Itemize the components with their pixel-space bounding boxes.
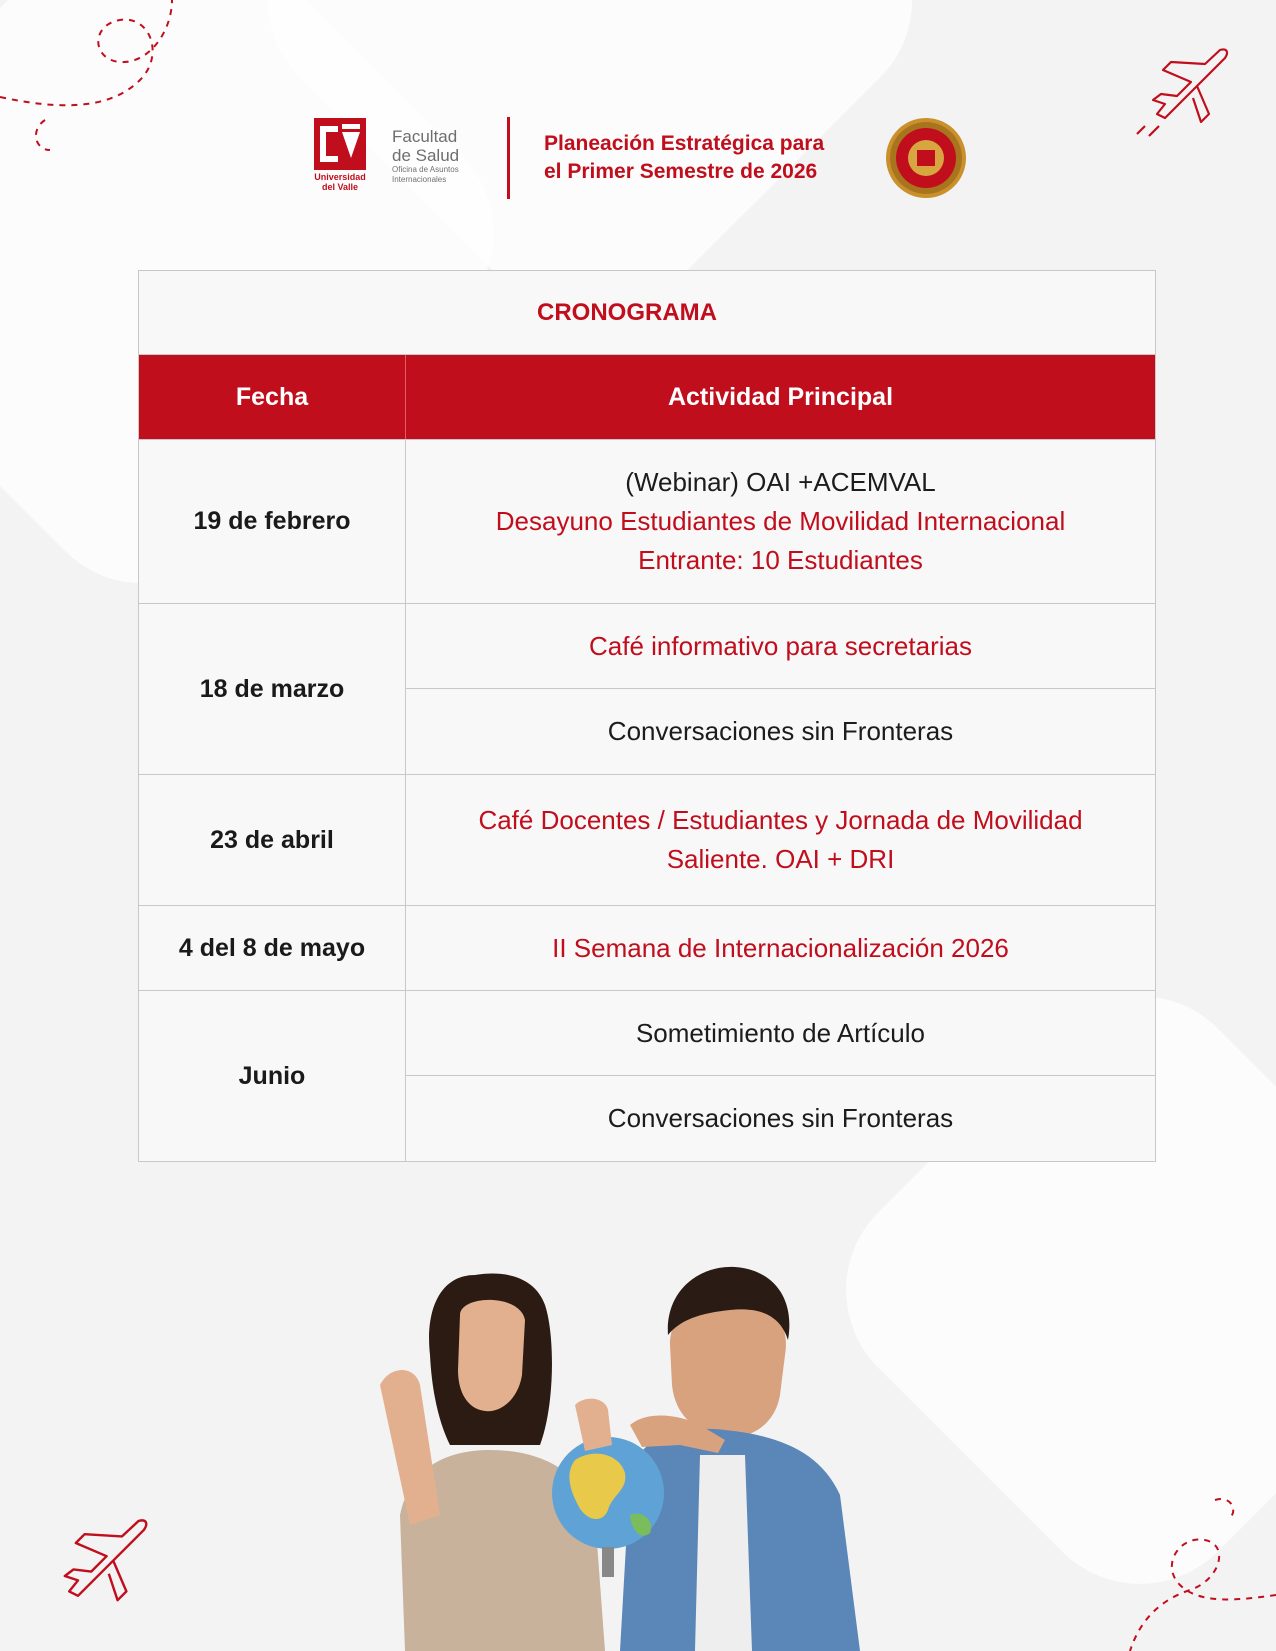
table-row (139, 774, 1155, 905)
page-title-line2: el Primer Semestre de 2026 (544, 160, 818, 183)
date-cell: 19 de febrero (139, 440, 406, 603)
table-header (139, 355, 1155, 439)
university-logo (310, 118, 370, 200)
dashed-flight-path-bottom-right (1100, 1480, 1276, 1651)
activity-item: Sometimiento de Artículo (635, 1017, 926, 1048)
activity-line: Café Docentes / Estudiantes y Jornada de Movilidad (478, 805, 1083, 835)
activity-cell (406, 775, 1155, 905)
student-man (620, 1267, 860, 1651)
faculty-line1: Facultad (392, 127, 458, 146)
activity-cell (406, 991, 1155, 1161)
activity-line: (Webinar) OAI +ACEMVAL (625, 467, 936, 497)
column-header-activity: Actividad Principal (667, 382, 894, 411)
page-title-line1: Planeación Estratégica para (544, 132, 825, 155)
activity-cell (406, 604, 1155, 774)
activity-line: Saliente. OAI + DRI (666, 844, 895, 874)
column-header-date: Fecha (139, 355, 406, 439)
office-line2: Internacionales (392, 175, 447, 184)
table-row (139, 990, 1155, 1161)
airplane-icon (1135, 40, 1235, 140)
header-divider (507, 117, 510, 199)
table-row (139, 905, 1155, 990)
accreditation-seal-icon (884, 116, 968, 200)
table-row (139, 603, 1155, 774)
date-cell: 4 del 8 de mayo (139, 906, 406, 990)
activity-line: Desayuno Estudiantes de Movilidad Internacional (495, 506, 1066, 536)
header (310, 115, 970, 201)
date-cell: 18 de marzo (139, 604, 406, 774)
office-line1: Oficina de Asuntos (392, 165, 459, 174)
page-title (544, 130, 824, 186)
faculty-name (392, 127, 459, 185)
activity-line: Entrante: 10 Estudiantes (638, 545, 923, 575)
activity-item: Conversaciones sin Fronteras (406, 688, 1155, 774)
activity-cell (406, 440, 1155, 603)
faculty-line2: de Salud (392, 146, 460, 165)
activity-item (406, 440, 1155, 603)
date-cell: 23 de abril (139, 775, 406, 905)
date-cell: Junio (139, 991, 406, 1161)
table-title (139, 271, 1155, 355)
table-title-text: CRONOGRAMA (537, 299, 717, 326)
university-name: Universidad del Valle (314, 172, 366, 192)
students-photo (380, 1215, 940, 1651)
activity-item: Conversaciones sin Fronteras (406, 1075, 1155, 1161)
activity-cell (406, 906, 1155, 990)
schedule-table (138, 270, 1156, 1162)
activity-item (406, 775, 1155, 905)
activity-item: II Semana de Internacionalización 2026 (552, 932, 1009, 963)
airplane-icon (45, 1510, 155, 1620)
activity-item: Café informativo para secretarias (589, 630, 972, 661)
table-row (139, 439, 1155, 603)
dashed-flight-path-top-left (0, 0, 190, 170)
university-logo-icon (314, 118, 366, 170)
